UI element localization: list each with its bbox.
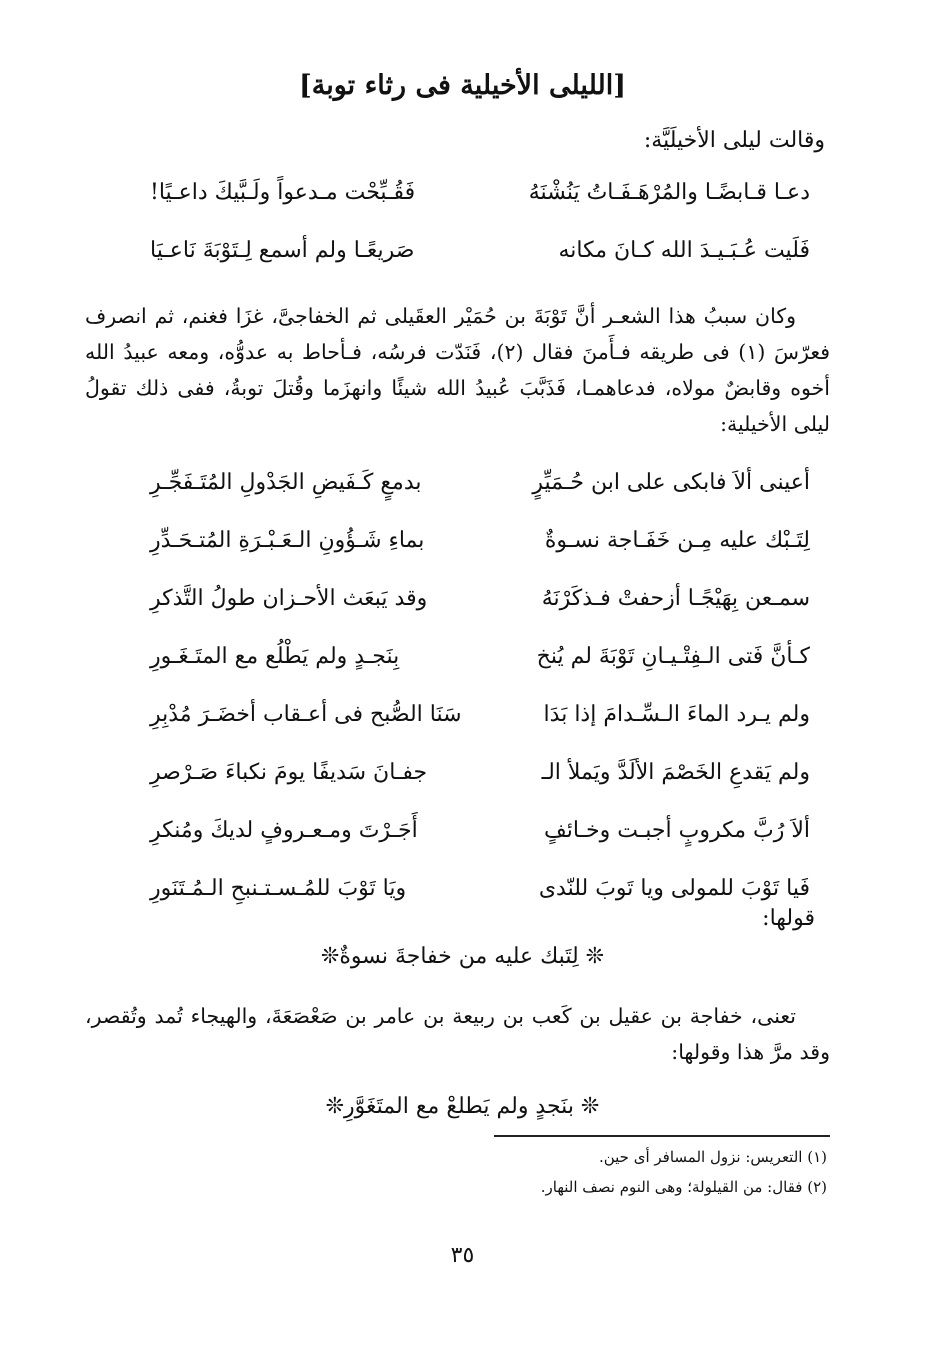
quoted-hemistich: ❊ لِتَبك عليه من خفاجةَ نسوةٌ❊ xyxy=(320,944,605,969)
second-hemistich: بماءِ شَـؤُونِ الـعَـبْـرَةِ المُتـحَـدِّرِ xyxy=(150,528,425,553)
prose-paragraph xyxy=(85,998,830,1070)
page-number: ٣٥ xyxy=(450,1243,475,1268)
quote-intro-label: قولها: xyxy=(762,906,815,931)
footnote: (١) التعريس: نزول المسافر أى حين. xyxy=(598,1148,827,1166)
verse-line xyxy=(150,702,810,760)
second-hemistich: فَقُـبِّحْت مـدعواً ولَـبَّيكَ داعـيًا! xyxy=(150,180,416,205)
first-hemistich: كـأنَّ فَتى الـفِتْـيـانِ تَوْبَةَ لم يُنخ xyxy=(536,644,810,669)
verse-line xyxy=(150,644,810,702)
second-hemistich: سَنَا الصُّبح فى أعـقاب أخضَـرَ مُدْبِرِ xyxy=(150,702,462,727)
poem-block-2 xyxy=(150,470,810,934)
verse-line xyxy=(150,760,810,818)
second-hemistich: صَريعًـا ولم أسمع لِـتَوْبَةَ نَاعـيَا xyxy=(150,238,415,263)
first-hemistich: فَيا تَوْبَ للمولى ويا تَوبَ للنّدى xyxy=(538,876,810,901)
first-hemistich: لِتَـبْك عليه مِـن خَفَـاجة نسـوةٌ xyxy=(544,528,810,553)
second-hemistich: أَجَـرْتَ ومـعـروفٍ لديكَ ومُنكرِ xyxy=(150,818,418,843)
verse-line xyxy=(150,818,810,876)
second-hemistich: بدمعٍ كَـفَيضِ الجَدْولِ المُتَـفَجِّـرِ xyxy=(150,470,422,495)
first-hemistich: سمـعن بِهَيْجًـا أزحفتْ فـذكَرْنَهُ xyxy=(541,586,810,611)
first-hemistich: فَلَيت عُـبَـيـدَ الله كـانَ مكانه xyxy=(558,238,810,263)
verse-line xyxy=(150,180,810,238)
verse-line xyxy=(150,470,810,528)
second-hemistich: جفـانَ سَديفًا يومَ نكباءَ صَـرْصرِ xyxy=(150,760,428,785)
first-hemistich: ولم يَقدعِ الخَصْمَ الألَدَّ ويَملأ الـ xyxy=(541,760,810,785)
intro-line: وقالت ليلى الأخيلَيَّة: xyxy=(643,128,825,153)
second-hemistich: ويَا تَوْبَ للمُـسـتـنبحِ الـمُـتَنَورِ xyxy=(150,876,407,901)
poem-block-1 xyxy=(150,180,810,296)
verse-line xyxy=(150,586,810,644)
verse-line xyxy=(150,238,810,296)
second-hemistich: بِنَجـدٍ ولم يَطْلُع مع المتَـغَـورِ xyxy=(150,644,400,669)
first-hemistich: ولم يـرد الماءَ الـسِّـدامَ إذا بَدَا xyxy=(543,702,810,727)
first-hemistich: ألاَ رُبَّ مكروبٍ أجبـت وخـائفٍ xyxy=(543,818,810,843)
first-hemistich: دعـا قـابضًـا والمُرْهَـفَـاتُ يَنُشْنَهُ xyxy=(528,180,810,205)
verse-line xyxy=(150,528,810,586)
verse-line xyxy=(150,876,810,934)
footnote: (٢) فقال: من القيلولة؛ وهى النوم نصف النهار. xyxy=(540,1178,827,1196)
footnotes xyxy=(541,1142,827,1202)
footnote-divider xyxy=(494,1135,830,1137)
quoted-hemistich: ❊ بنَجدٍ ولم يَطلعْ مع المتَغَوَّرِ❊ xyxy=(325,1094,600,1119)
prose-paragraph xyxy=(85,298,830,442)
second-hemistich: وقد يَبعَث الأحـزان طولُ التَّذكرِ xyxy=(150,586,428,611)
paragraph-text: تعنى، خفاجة بن عقيل بن كَعب بن ربيعة بن عامر بن صَعْصَعَةَ، والهيجاء تُمد وتُقصر، وقد مرَّ هذا وقولها: xyxy=(85,1004,830,1064)
paragraph-text: وكان سببُ هذا الشعـر أنَّ تَوْبَةَ بن حُمَيْر العقَيلى ثم الخفاجىَّ، غزَا فغنم، ثم انصرف فعرّسَ (١) فى طريقه فـأَمنَ فقال (٢)، فَنَدّت فرسُه، فـأحاط به عدوُّه، ومعه عبيدُ الله أخوه وقابضٌ مولاه، فدعاهمـا، فَذَبَّبَ عُبيدُ الله شيئًا وانهزَما وقُتلَ توبةُ، ففى ذلك تقولُ ليلى الأخيلية: xyxy=(85,304,831,436)
page-title: [الليلى الأخيلية فى رثاء توبة] xyxy=(298,70,627,101)
first-hemistich: أعينى ألاَ فابكى على ابن حُـمَيِّرٍ xyxy=(532,470,810,495)
